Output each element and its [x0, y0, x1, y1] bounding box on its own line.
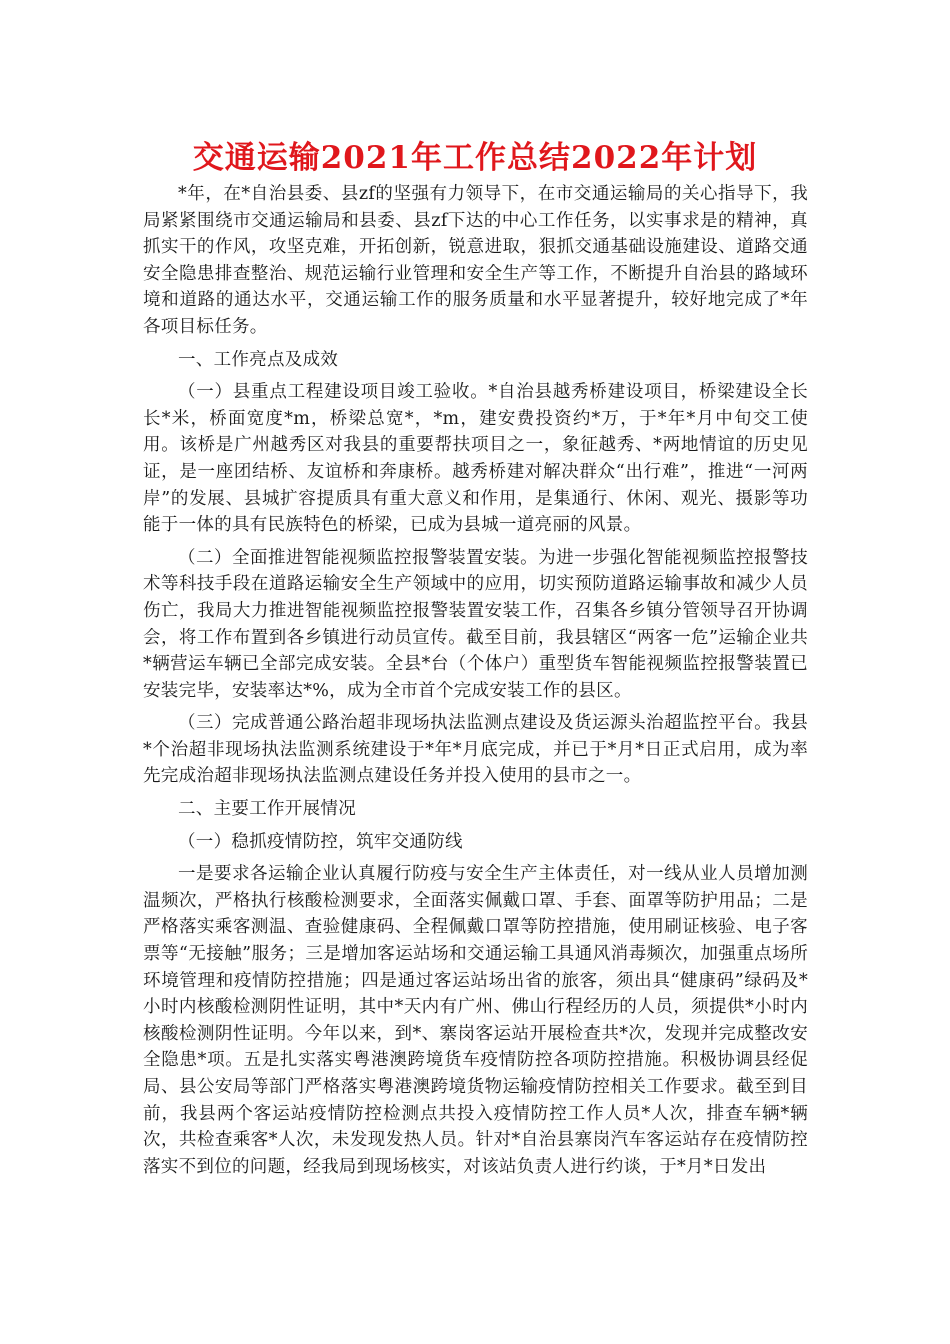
section-heading-main-work: 二、主要工作开展情况	[178, 799, 356, 820]
section-heading-highlights: 一、工作亮点及成效	[178, 349, 339, 370]
intro-paragraph: *年，在*自治县委、县zf的坚强有力领导下，在市交通运输局的关心指导下，我局紧紧围绕市交通运输局和县委、县zf下达的中心工作任务，以实事求是的精神，真抓实干的作风，攻坚克难，开拓创新，锐意进取，狠抓交通基础设施建设、道路交通安全隐患排查整治、规范运输行业管理和安全生产等工作，不断提升自治县的路域环境和道路的通达水平，交通运输工作的服务质量和水平显著提升，较好地完成了*年各项目标任务。	[143, 184, 808, 337]
paragraph-epidemic-measures: 一是要求各运输企业认真履行防疫与安全生产主体责任，对一线从业人员增加测温频次，严格执行核酸检测要求，全面落实佩戴口罩、手套、面罩等防护用品；二是严格落实乘客测温、查验健康码、全程佩戴口罩等防控措施，使用刷证核验、电子客票等“无接触”服务；三是增加客运站场和交通运输工具通风消毒频次，加强重点场所环境管理和疫情防控措施；四是通过客运站场出省的旅客，须出具“健康码”绿码及*小时内核酸检测阴性证明，其中*天内有广州、佛山行程经历的人员，须提供*小时内核酸检测阴性证明。今年以来，到*、寨岗客运站开展检查共*次，发现并完成整改安全隐患*项。五是扎实落实粤港澳跨境货车疫情防控各项防控措施。积极协调县经促局、县公安局等部门严格落实粤港澳跨境货物运输疫情防控相关工作要求。截至到目前，我县两个客运站疫情防控检测点共投入疫情防控工作人员*人次，排查车辆*辆次，共检查乘客*人次，未发现发热人员。针对*自治县寨岗汽车客运站存在疫情防控落实不到位的问题，经我局到现场核实，对该站负责人进行约谈，于*月*日发出	[143, 864, 808, 1177]
paragraph-video-monitoring: （二）全面推进智能视频监控报警装置安装。为进一步强化智能视频监控报警技术等科技手段在道路运输安全生产领域中的应用，切实预防道路运输事故和减少人员伤亡，我局大力推进智能视频监控报警装置安装工作，召集各乡镇分管领导召开协调会，将工作布置到各乡镇进行动员宣传。截至目前，我县辖区“两客一危”运输企业共*辆营运车辆已全部完成安装。全县*台（个体户）重型货车智能视频监控报警装置已安装完毕，安装率达*%，成为全市首个完成安装工作的县区。	[143, 547, 808, 701]
document-title: 交通运输2021年工作总结2022年计划	[192, 140, 758, 176]
subheading-epidemic-control: （一）稳抓疫情防控，筑牢交通防线	[178, 831, 463, 852]
document-body	[143, 181, 808, 1180]
paragraph-bridge-project: （一）县重点工程建设项目竣工验收。*自治县越秀桥建设项目，桥梁建设全长长*米，桥面宽度*m，桥梁总宽*，*m，建安费投资约*万，于*年*月中旬交工使用。该桥是广州越秀区对我县的重要帮扶项目之一，象征越秀、*两地情谊的历史见证，是一座团结桥、友谊桥和奔康桥。越秀桥建对解决群众“出行难”，推进“一河两岸”的发展、县城扩容提质具有重大意义和作用，是集通行、休闲、观光、摄影等功能于一体的具有民族特色的桥梁，已成为县城一道亮丽的风景。	[143, 382, 808, 536]
paragraph-overload-enforcement: （三）完成普通公路治超非现场执法监测点建设及货运源头治超监控平台。我县*个治超非现场执法监测系统建设于*年*月底完成，并已于*月*日正式启用，成为率先完成治超非现场执法监测点建设任务并投入使用的县市之一。	[143, 713, 808, 787]
